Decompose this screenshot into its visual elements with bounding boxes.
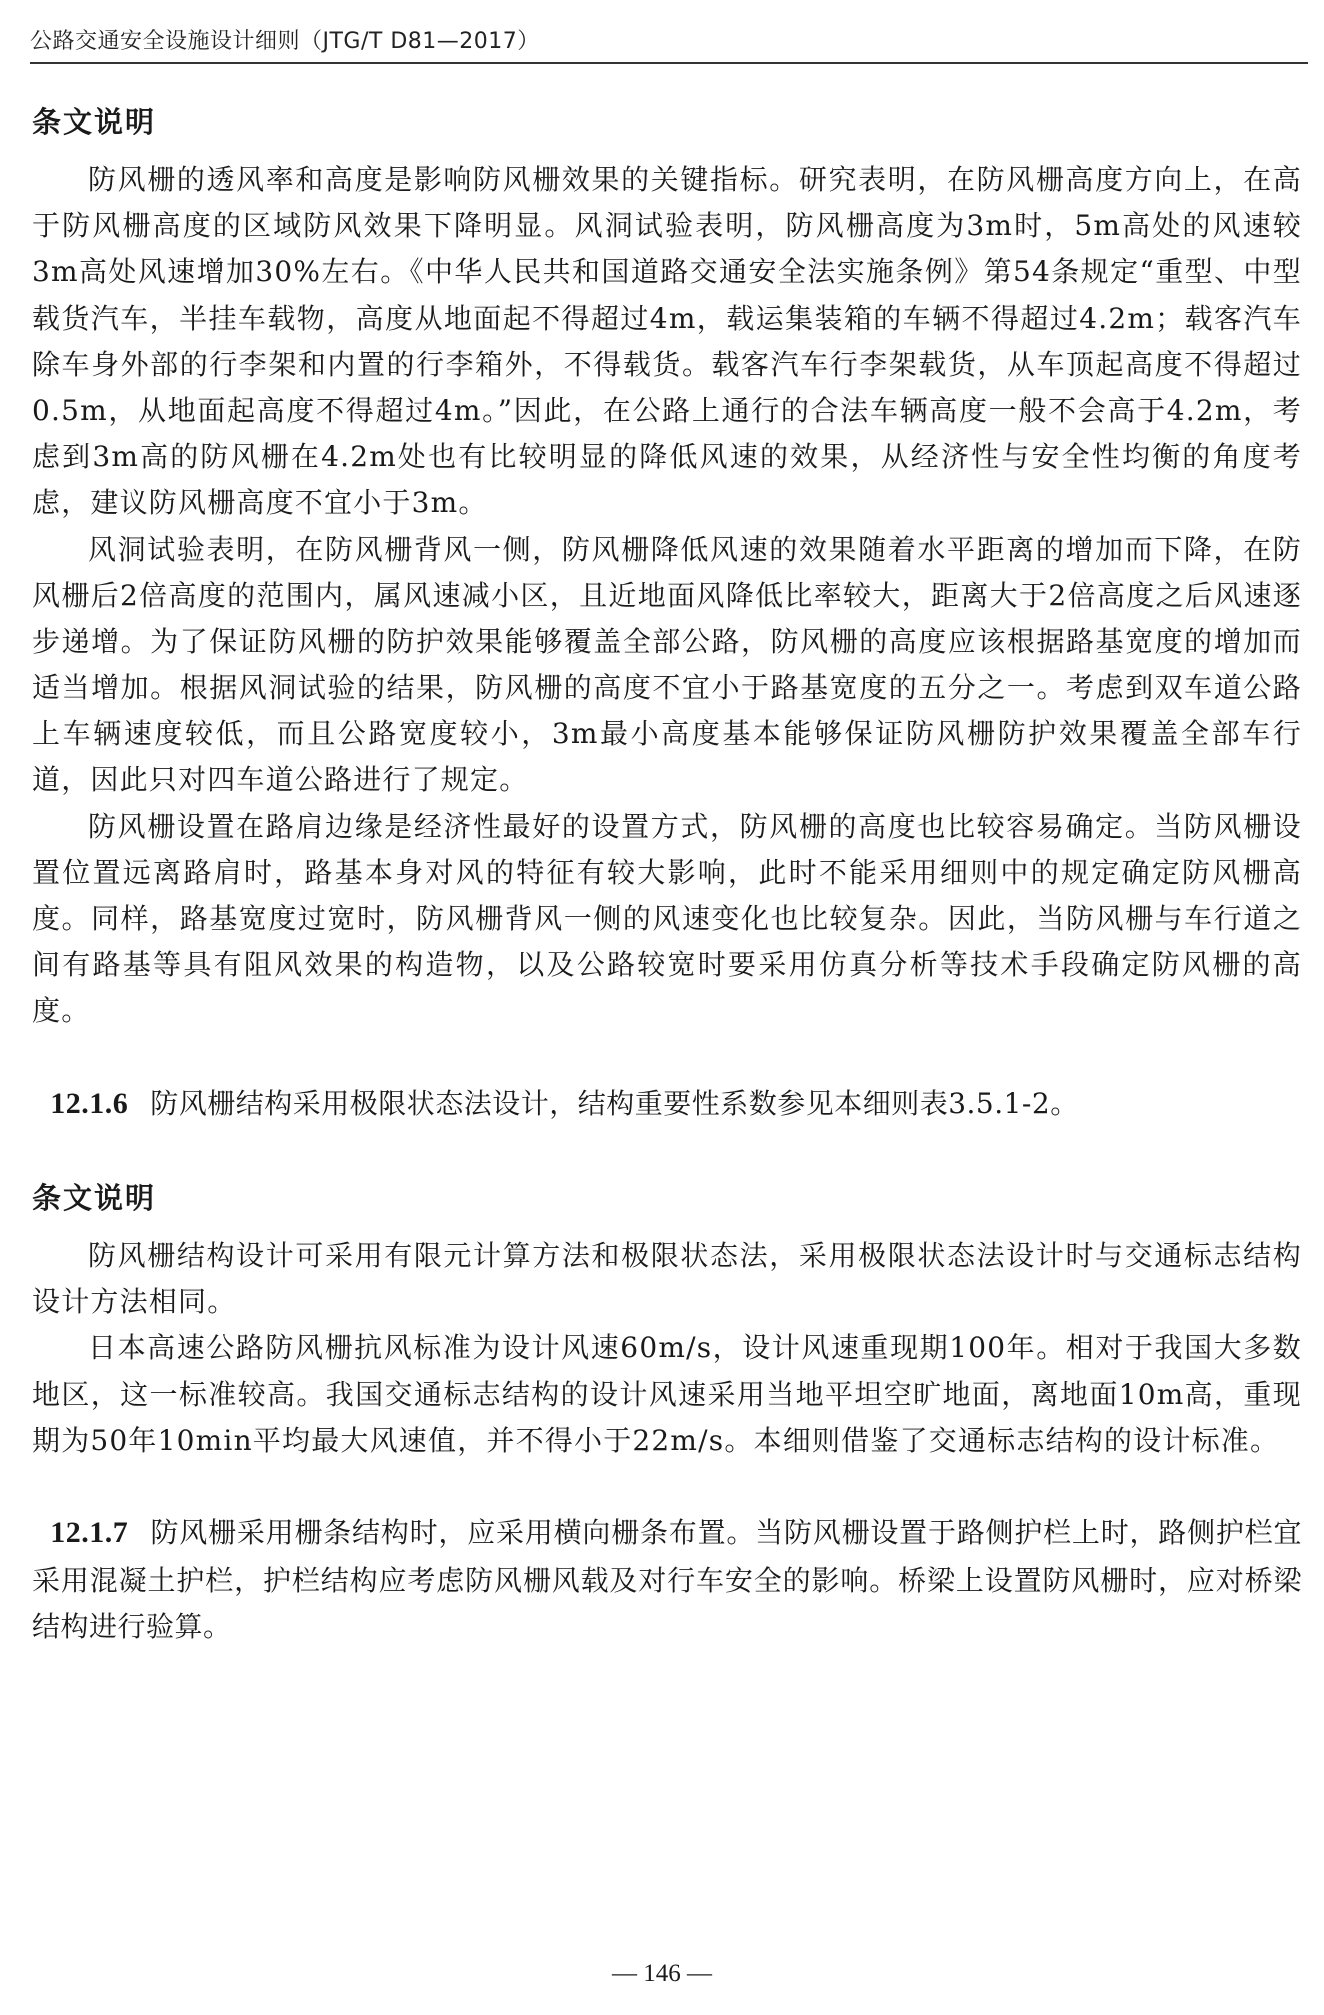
header-rule [30, 62, 1308, 64]
clause-text: 防风栅采用栅条结构时，应采用横向栅条布置。当防风栅设置于路侧护栏上时，路侧护栏宜采用混凝土护栏，护栏结构应考虑防风栅风载及对行车安全的影响。桥梁上设置防风栅时，应对桥梁结构进行验算。 [32, 1516, 1302, 1643]
page-body [32, 90, 1302, 1650]
clause-number: 12.1.7 [50, 1516, 129, 1549]
running-header: 公路交通安全设施设计细则（JTG/T D81—2017） [30, 29, 540, 54]
clause-text: 防风栅结构采用极限状态法设计，结构重要性系数参见本细则表3.5.1-2。 [150, 1086, 1079, 1120]
page-number: — 146 — [612, 1960, 712, 1987]
commentary-paragraph: 防风栅设置在路肩边缘是经济性最好的设置方式，防风栅的高度也比较容易确定。当防风栅设置位置远离路肩时，路基本身对风的特征有较大影响，此时不能采用细则中的规定确定防风栅高度。同样，路基宽度过宽时，防风栅背风一侧的风速变化也比较复杂。因此，当防风栅与车行道之间有路基等具有阻风效果的构造物，以及公路较宽时要采用仿真分析等技术手段确定防风栅的高度。 [32, 809, 1302, 1028]
clause-12-1-6 [32, 1079, 1302, 1129]
commentary-paragraph: 风洞试验表明，在防风栅背风一侧，防风栅降低风速的效果随着水平距离的增加而下降，在防风栅后2倍高度的范围内，属风速减小区，且近地面风降低比率较大，距离大于2倍高度之后风速逐步递增。为了保证防风栅的防护效果能够覆盖全部公路，防风栅的高度应该根据路基宽度的增加而适当增加。根据风洞试验的结果，防风栅的高度不宜小于路基宽度的五分之一。考虑到双车道公路上车辆速度较低，而且公路宽度较小，3m最小高度基本能够保证防风栅防护效果覆盖全部车行道，因此只对四车道公路进行了规定。 [32, 532, 1302, 797]
spacer [32, 1035, 1302, 1079]
clause-12-1-7 [32, 1508, 1302, 1650]
commentary-label: 条文说明 [32, 1181, 157, 1216]
commentary-paragraph: 防风栅的透风率和高度是影响防风栅效果的关键指标。研究表明，在防风栅高度方向上，在高于防风栅高度的区域防风效果下降明显。风洞试验表明，防风栅高度为3m时，5m高处的风速较3m高处风速增加30%左右。《中华人民共和国道路交通安全法实施条例》第54条规定“重型、中型载货汽车，半挂车载物，高度从地面起不得超过4m，载运集装箱的车辆不得超过4.2m；载客汽车除车身外部的行李架和内置的行李箱外，不得载货。载客汽车行李架载货，从车顶起高度不得超过0.5m，从地面起高度不得超过4m。”因此，在公路上通行的合法车辆高度一般不会高于4.2m，考虑到3m高的防风栅在4.2m处也有比较明显的降低风速的效果，从经济性与安全性均衡的角度考虑，建议防风栅高度不宜小于3m。 [32, 163, 1302, 520]
commentary-paragraph: 日本高速公路防风栅抗风标准为设计风速60m/s，设计风速重现期100年。相对于我国大多数地区，这一标准较高。我国交通标志结构的设计风速采用当地平坦空旷地面，离地面10m高，重现期为50年10min平均最大风速值，并不得小于22m/s。本细则借鉴了交通标志结构的设计标准。 [32, 1331, 1302, 1457]
commentary-paragraph: 防风栅结构设计可采用有限元计算方法和极限状态法，采用极限状态法设计时与交通标志结构设计方法相同。 [32, 1239, 1302, 1319]
commentary-label: 条文说明 [32, 105, 157, 139]
spacer [32, 1128, 1302, 1166]
spacer [32, 1464, 1302, 1508]
clause-number: 12.1.6 [50, 1086, 129, 1120]
